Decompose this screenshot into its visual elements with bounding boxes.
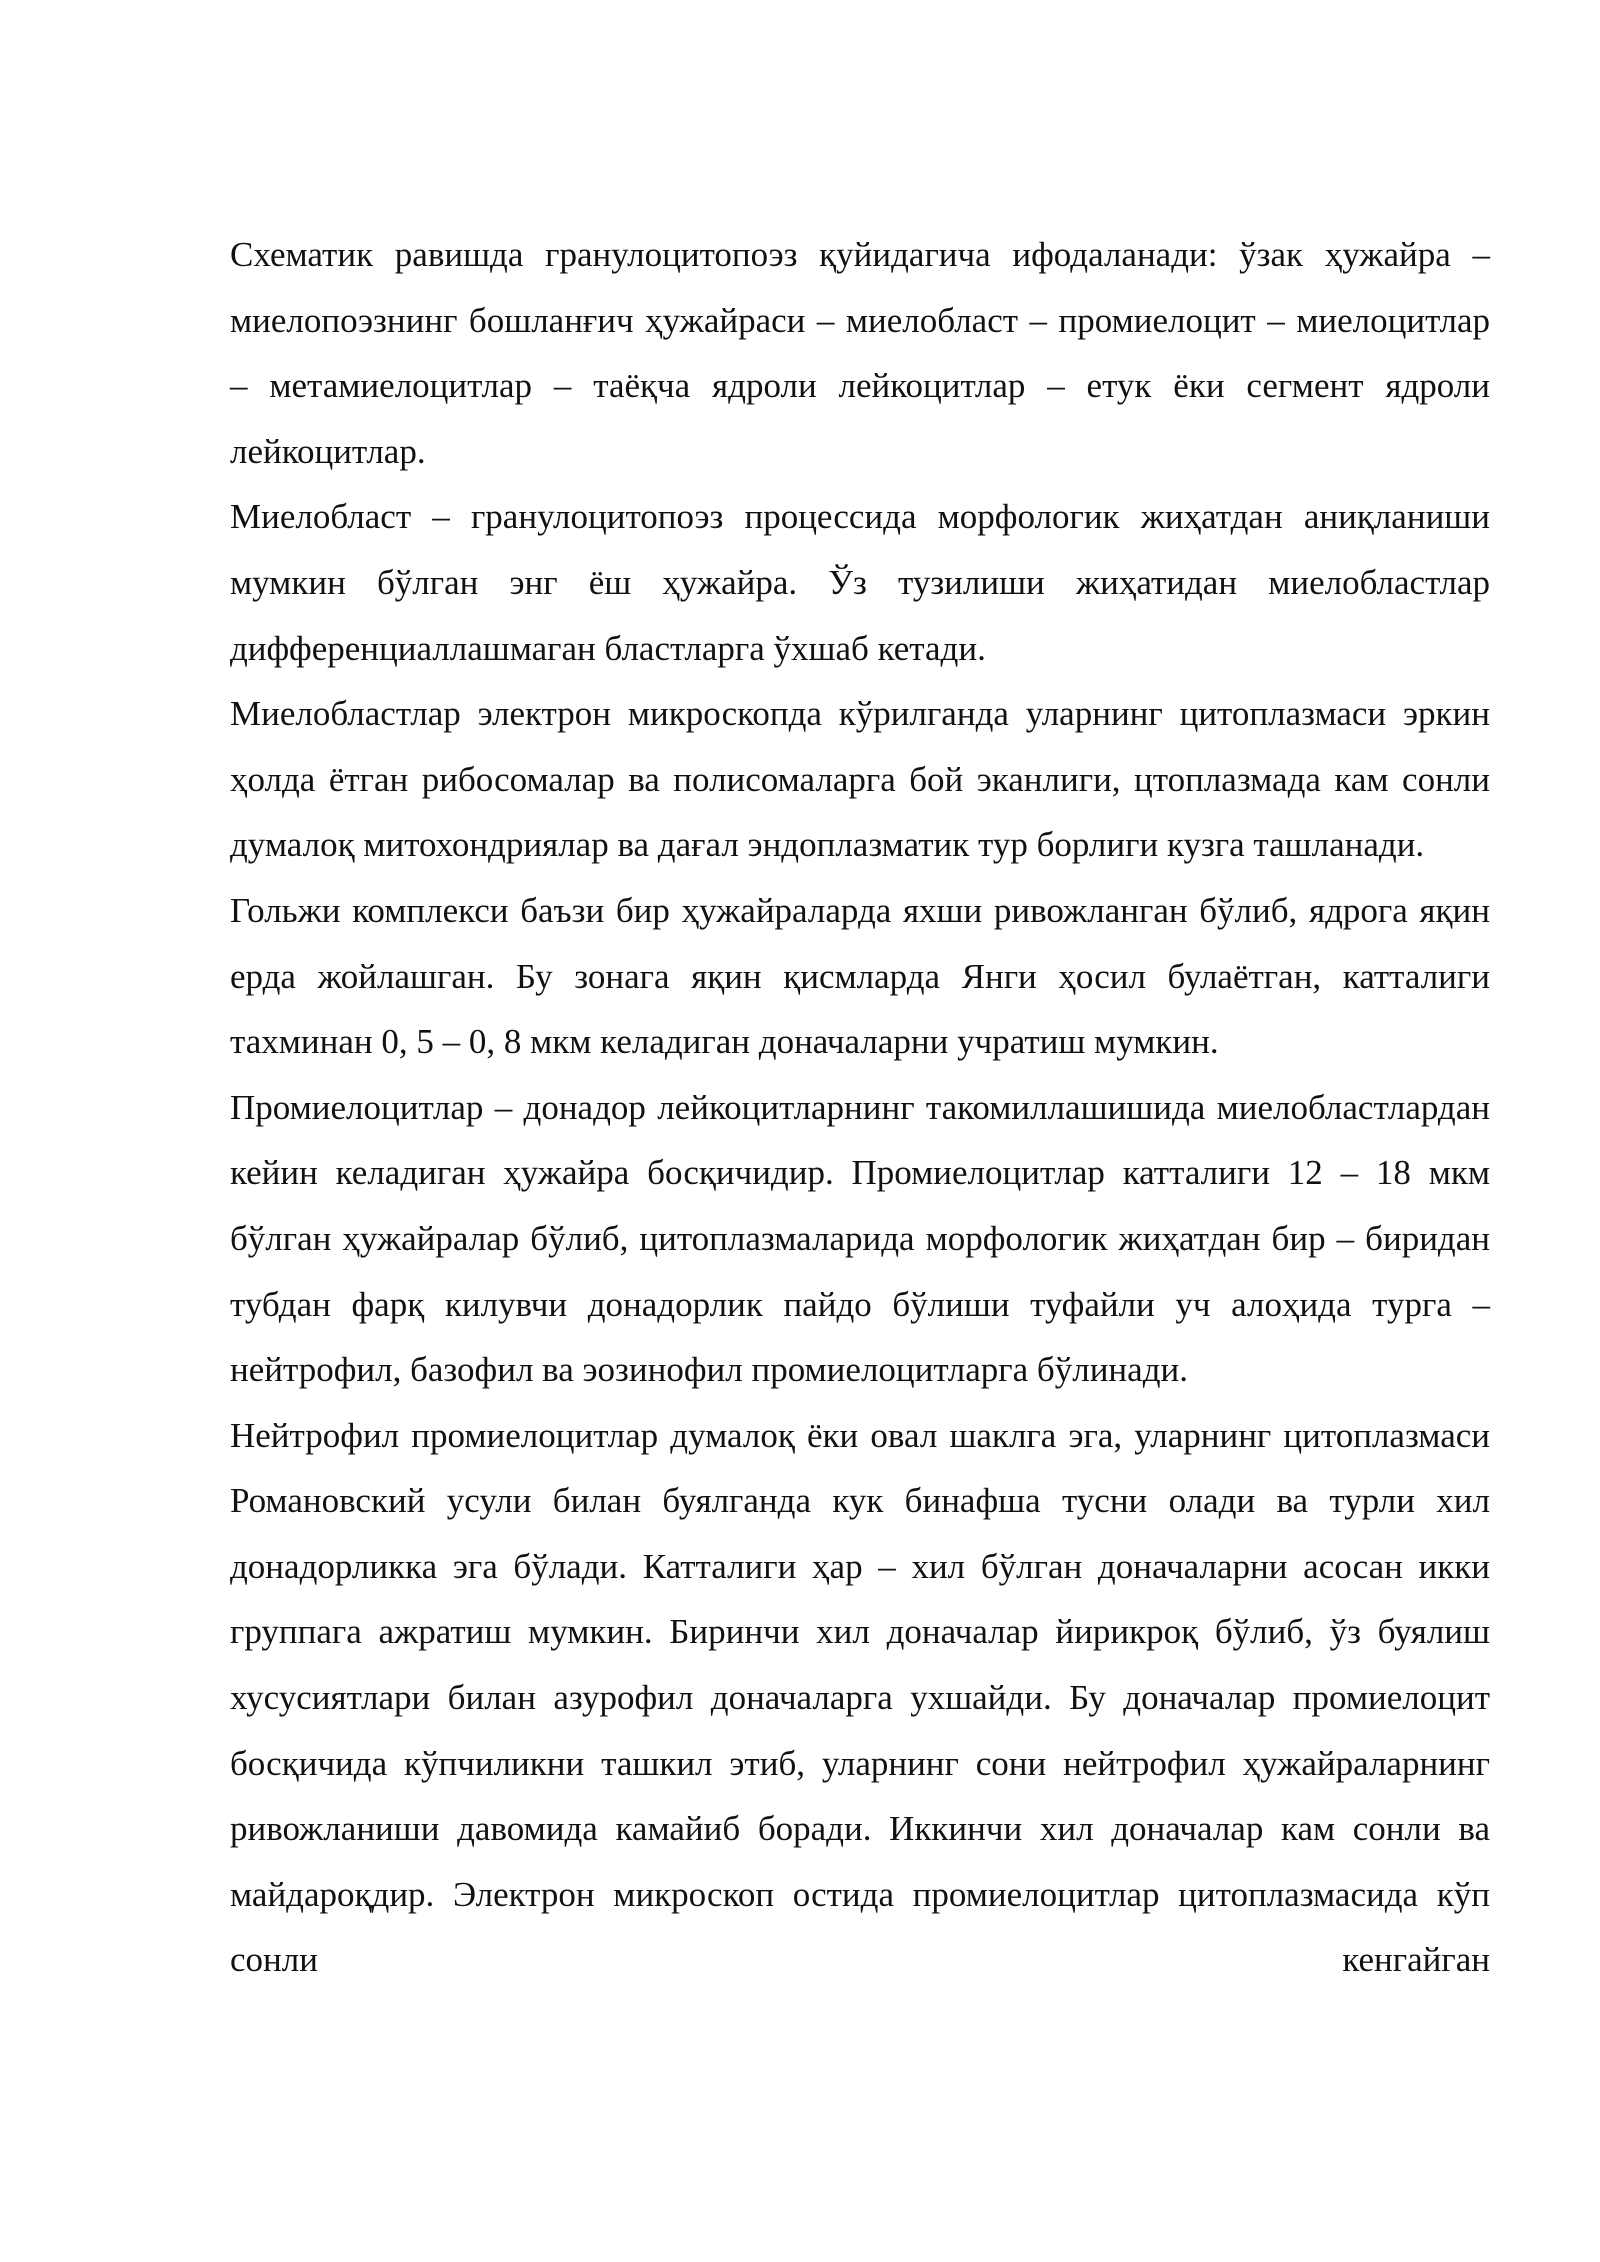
paragraph-promyelocytes: Промиелоцитлар – донадор лейкоцитларнинг такомиллашишида миелобластлардан кейин келадиган ҳужайра босқичидир. Промиелоцитлар катталиги 12 – 18 мкм бўлган ҳужайралар бўлиб, цитоплазмаларида морфологик жиҳатдан бир – биридан тубдан фарқ килувчи донадорлик пайдо бўлиши туфайли уч алоҳида турга – нейтрофил, базофил ва эозинофил промиелоцитларга бўлинади. <box>230 1087 1490 1390</box>
paragraph-myeloblast-electron-microscopy: Миелобластлар электрон микроскопда кўрилганда уларнинг цитоплазмаси эркин ҳолда ётган рибосомалар ва полисомаларга бой эканлиги, цтоплазмада кам сонли думалоқ митохондриялар ва дағал эндоплазматик тур борлиги кузга ташланади. <box>230 694 1490 865</box>
paragraph-myeloblast: Миелобласт – гранулоцитопоэз процессида морфологик жиҳатдан аниқланиши мумкин бўлган энг ёш ҳужайра. Ўз тузилиши жиҳатидан миелобластлар дифференциаллашмаган бластларга ўхшаб кетади. <box>230 497 1490 668</box>
document-body <box>230 222 1490 1993</box>
paragraph-golgi-complex: Гольжи комплекси баъзи бир ҳужайраларда яхши ривожланган бўлиб, ядрога яқин ерда жойлашган. Бу зонага яқин қисмларда Янги ҳосил булаётган, катталиги тахминан 0, 5 – 0, 8 мкм келадиган доначаларни учратиш мумкин. <box>230 890 1490 1062</box>
paragraph-granulocytopoiesis-scheme: Схематик равишда гранулоцитопоэз қуйидагича ифодаланади: ўзак ҳужайра – миелопоэзнинг бошланғич ҳужайраси – миелобласт – промиелоцит – миелоцитлар – метамиелоцитлар – таёқча ядроли лейкоцитлар – етук ёки сегмент ядроли лейкоцитлар. <box>230 235 1490 471</box>
paragraph-neutrophil-promyelocytes: Нейтрофил промиелоцитлар думалоқ ёки овал шаклга эга, уларнинг цитоплазмаси Романовский усули билан буялганда кук бинафша тусни олади ва турли хил донадорликка эга бўлади. Катталиги ҳар – хил бўлган доначаларни асосан икки группага ажратиш мумкин. Биринчи хил доначалар йирикроқ бўлиб, ўз буялиш хусусиятлари билан азурофил доначаларга ухшайди. Бу доначалар промиелоцит босқичида кўпчиликни ташкил этиб, уларнинг сони нейтрофил ҳужайраларнинг ривожланиши давомида камайиб боради. Иккинчи хил доначалар кам сонли ва майдароқдир. Электрон микроскоп остида промиелоцитлар цитоплазмасида кўп сонли кенгайган <box>230 1415 1490 1980</box>
